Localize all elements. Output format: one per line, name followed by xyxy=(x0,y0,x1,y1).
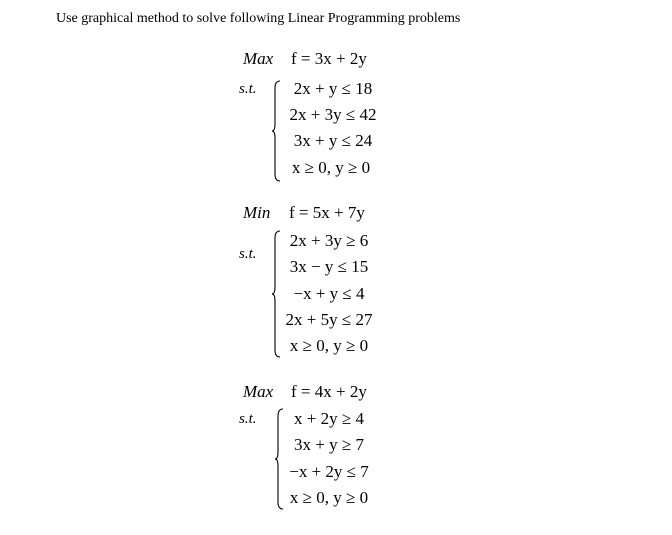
constraint-2: 3x − y ≤ 15 xyxy=(289,257,369,276)
constraint-2: 2x + 3y ≤ 42 xyxy=(289,105,377,124)
constraint-1: 2x + y ≤ 18 xyxy=(293,79,373,98)
constraint-brace xyxy=(271,80,281,182)
constraint-3: 3x + y ≤ 24 xyxy=(293,131,373,150)
subject-to-label: s.t. xyxy=(239,81,257,97)
constraint-3: −x + 2y ≤ 7 xyxy=(289,462,369,481)
objective-kind: Min xyxy=(243,203,271,222)
objective-row xyxy=(243,382,367,402)
objective-function: f = 5x + 7y xyxy=(289,203,365,222)
objective-function: f = 3x + 2y xyxy=(291,49,367,68)
constraint-1: 2x + 3y ≥ 6 xyxy=(289,231,369,250)
constraint-2: 3x + y ≥ 7 xyxy=(294,435,364,454)
objective-row xyxy=(243,203,365,223)
constraint-nonneg: x ≥ 0, y ≥ 0 xyxy=(289,336,369,355)
constraint-4: 2x + 5y ≤ 27 xyxy=(285,310,373,329)
constraint-1: x + 2y ≥ 4 xyxy=(294,409,364,428)
instruction-text: Use graphical method to solve following Linear Programming problems xyxy=(56,11,461,26)
constraint-3: −x + y ≤ 4 xyxy=(293,284,365,303)
objective-kind: Max xyxy=(243,49,274,68)
objective-row xyxy=(243,49,367,69)
constraint-nonneg: x ≥ 0, y ≥ 0 xyxy=(291,158,371,177)
constraint-nonneg: x ≥ 0, y ≥ 0 xyxy=(289,488,369,507)
subject-to-label: s.t. xyxy=(239,411,257,427)
subject-to-label: s.t. xyxy=(239,246,257,262)
objective-kind: Max xyxy=(243,382,274,401)
objective-function: f = 4x + 2y xyxy=(291,382,367,401)
